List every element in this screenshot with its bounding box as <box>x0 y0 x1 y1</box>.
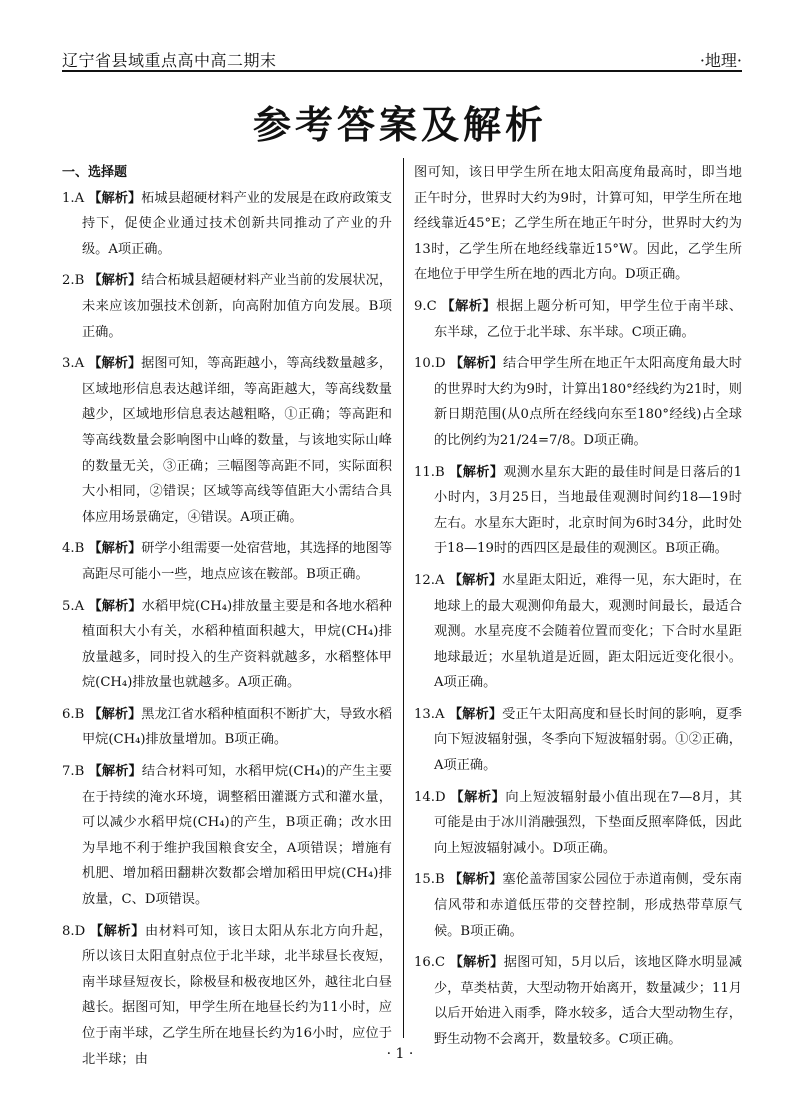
analysis-tag: 【解析】 <box>448 572 503 588</box>
answer-text: 据图可知，等高距越小，等高线数量越多，区域地形信息表达越详细，等高距越大，等高线数量越少，区域地形信息表达越粗略，①正确；等高距和等高线数量会影响图中山峰的数量，与该地实际山峰的数量无关，③正确；三幅图等高距不同，实际面积大小相同，②错误；区域等高线等值距大小需结合具体应用场景确定，④错误。A项正确。 <box>82 356 393 525</box>
answer-number: 1.A <box>62 190 85 206</box>
header-rule <box>62 70 742 72</box>
answer-number: 12.A <box>414 572 445 588</box>
answer-text: 向上短波辐射最小值出现在7—8月，其可能是由于冰川消融强烈，下垫面反照率降低，因此向上短波辐射减小。D项正确。 <box>434 789 742 856</box>
answer-number: 9.C <box>414 298 437 314</box>
answer-item <box>414 351 742 453</box>
answer-text: 观测水星东大距的最佳时间是日落后的1小时内，3月25日，当地最佳观测时间约18—19时左右。水星东大距时，北京时间为6时34分，此时处于18—19时的西四区是最佳的观测区。B项正确。 <box>434 464 742 557</box>
answer-text: 根据上题分析可知，甲学生位于南半球、东半球，乙位于北半球、东半球。C项正确。 <box>434 298 743 340</box>
answer-number: 11.B <box>414 464 445 480</box>
answer-item <box>414 785 742 862</box>
analysis-tag: 【解析】 <box>88 356 142 372</box>
answer-number: 7.B <box>62 764 85 780</box>
answer-item <box>414 867 742 944</box>
analysis-tag: 【解析】 <box>88 598 142 614</box>
answer-text: 塞伦盖蒂国家公园位于赤道南侧，受东南信风带和赤道低压带的交替控制，形成热带草原气候。B项正确。 <box>434 872 743 939</box>
analysis-tag: 【解析】 <box>449 872 503 888</box>
answer-text: 据图可知，5月以后，该地区降水明显减少，草类枯黄，大型动物开始离开，数量减少；11月以后开始进入雨季，降水较多，适合大型动物生存，野生动物不会离开，数量较多。C项正确。 <box>434 955 742 1047</box>
answer-text: 受正午太阳高度和昼长时间的影响，夏季向下短波辐射强，冬季向下短波辐射弱。①②正确，A项正确。 <box>434 706 742 774</box>
answer-text: 柘城县超硬材料产业的发展是在政府政策支持下，促使企业通过技术创新共同推动了产业的升级。A项正确。 <box>82 190 393 257</box>
answer-number: 3.A <box>62 356 85 372</box>
page-title: 参考答案及解析 <box>252 103 547 147</box>
answer-number: 8.D <box>62 923 86 939</box>
answer-number: 16.C <box>414 955 446 971</box>
answer-item <box>62 759 392 913</box>
analysis-tag: 【解析】 <box>448 706 503 722</box>
answer-text: 由材料可知，该日太阳从东北方向升起，所以该日太阳直射点位于北半球，北半球昼长夜短，南半球昼短夜长，除极昼和极夜地区外，越往北白昼越长。据图可知，甲学生所在地昼长约为11小时，应位于南半球，乙学生所在地昼长约为16小时，应位于北半球；由 <box>82 923 392 1067</box>
analysis-tag: 【解析】 <box>88 273 142 289</box>
answer-number: 5.A <box>62 598 85 614</box>
exam-title: 辽宁省县域重点高中高二期末 <box>62 51 277 70</box>
answer-item <box>414 950 742 1052</box>
answer-text: 图可知，该日甲学生所在地太阳高度角最高时，即当地正午时分，世界时大约为9时，计算可知，甲学生所在地经线靠近45°E；乙学生所在地正午时分，世界时大约为13时，乙学生所在地经线靠近15°W。因此，乙学生所在地位于甲学生所在地的西北方向。D项正确。 <box>414 165 742 283</box>
answer-number: 13.A <box>414 706 445 722</box>
answer-number: 6.B <box>62 706 85 722</box>
analysis-tag: 【解析】 <box>449 356 503 372</box>
answer-text: 结合材料可知，水稻甲烷(CH₄)的产生主要在于持续的淹水环境，调整稻田灌溉方式和灌水量，可以减少水稻甲烷(CH₄)的产生，B项正确；改水田为旱地不利于维护我国粮食安全，A项错误；增施有机肥、增加稻田翻耕次数都会增加稻田甲烷(CH₄)排放量，C、D项错误。 <box>82 764 393 908</box>
analysis-tag: 【解析】 <box>88 706 142 722</box>
analysis-tag: 【解析】 <box>450 789 506 805</box>
answer-text: 结合甲学生所在地正午太阳高度角最大时的世界时大约为9时，计算出180°经线约为21时，则新日期范围(从0点所在经线向东至180°经线)占全球的比例约为21/24=7/8。D项正确。 <box>434 356 742 448</box>
page-number: · 1 · <box>386 1046 414 1062</box>
answer-number: 4.B <box>62 541 85 557</box>
analysis-tag: 【解析】 <box>449 955 504 971</box>
answer-item <box>414 460 742 562</box>
answer-number: 10.D <box>414 356 446 372</box>
answer-item <box>62 536 392 587</box>
left-column <box>62 160 392 1078</box>
section-heading: 一、选择题 <box>62 165 128 180</box>
answer-text: 研学小组需要一处宿营地，其选择的地图等高距尽可能小一些，地点应该在鞍部。B项正确。 <box>82 541 393 582</box>
analysis-tag: 【解析】 <box>449 464 504 480</box>
analysis-tag: 【解析】 <box>88 764 142 780</box>
answer-item <box>62 268 392 345</box>
analysis-tag: 【解析】 <box>88 541 142 557</box>
page-header <box>62 44 742 72</box>
right-column <box>414 160 742 1059</box>
answer-text: 结合柘城县超硬材料产业当前的发展状况，未来应该加强技术创新，向高附加值方向发展。B项正确。 <box>82 273 393 340</box>
answer-item <box>62 351 392 530</box>
answer-item <box>62 186 392 263</box>
analysis-tag: 【解析】 <box>441 298 497 314</box>
answer-item <box>414 294 742 345</box>
answer-text: 水稻甲烷(CH₄)排放量主要是和各地水稻种植面积大小有关，水稻种植面积越大，甲烷(CH₄)排放量越多，同时投入的生产资料就越多，水稻整体甲烷(CH₄)排放量也就越多。A项正确。 <box>82 598 392 691</box>
answer-item <box>414 702 742 779</box>
answer-item <box>62 594 392 696</box>
subject-label: ·地理· <box>699 51 742 70</box>
analysis-tag: 【解析】 <box>88 190 142 206</box>
answer-number: 14.D <box>414 789 446 805</box>
answer-item <box>414 568 742 696</box>
column-divider <box>403 158 404 1038</box>
answer-number: 15.B <box>414 872 445 888</box>
analysis-tag: 【解析】 <box>89 923 145 939</box>
answer-text: 黑龙江省水稻种植面积不断扩大，导致水稻甲烷(CH₄)排放量增加。B项正确。 <box>82 706 393 748</box>
answer-item <box>62 702 392 753</box>
answer-number: 2.B <box>62 273 85 289</box>
answer-text: 水星距太阳近，难得一见，东大距时，在地球上的最大观测仰角最大，观测时间最长，最适合观测。水星亮度不会随着位置而变化；下合时水星距地球最近；水星轨道是近圆，距太阳远近变化很小。A项正确。 <box>434 572 742 691</box>
answer-item <box>414 160 742 288</box>
